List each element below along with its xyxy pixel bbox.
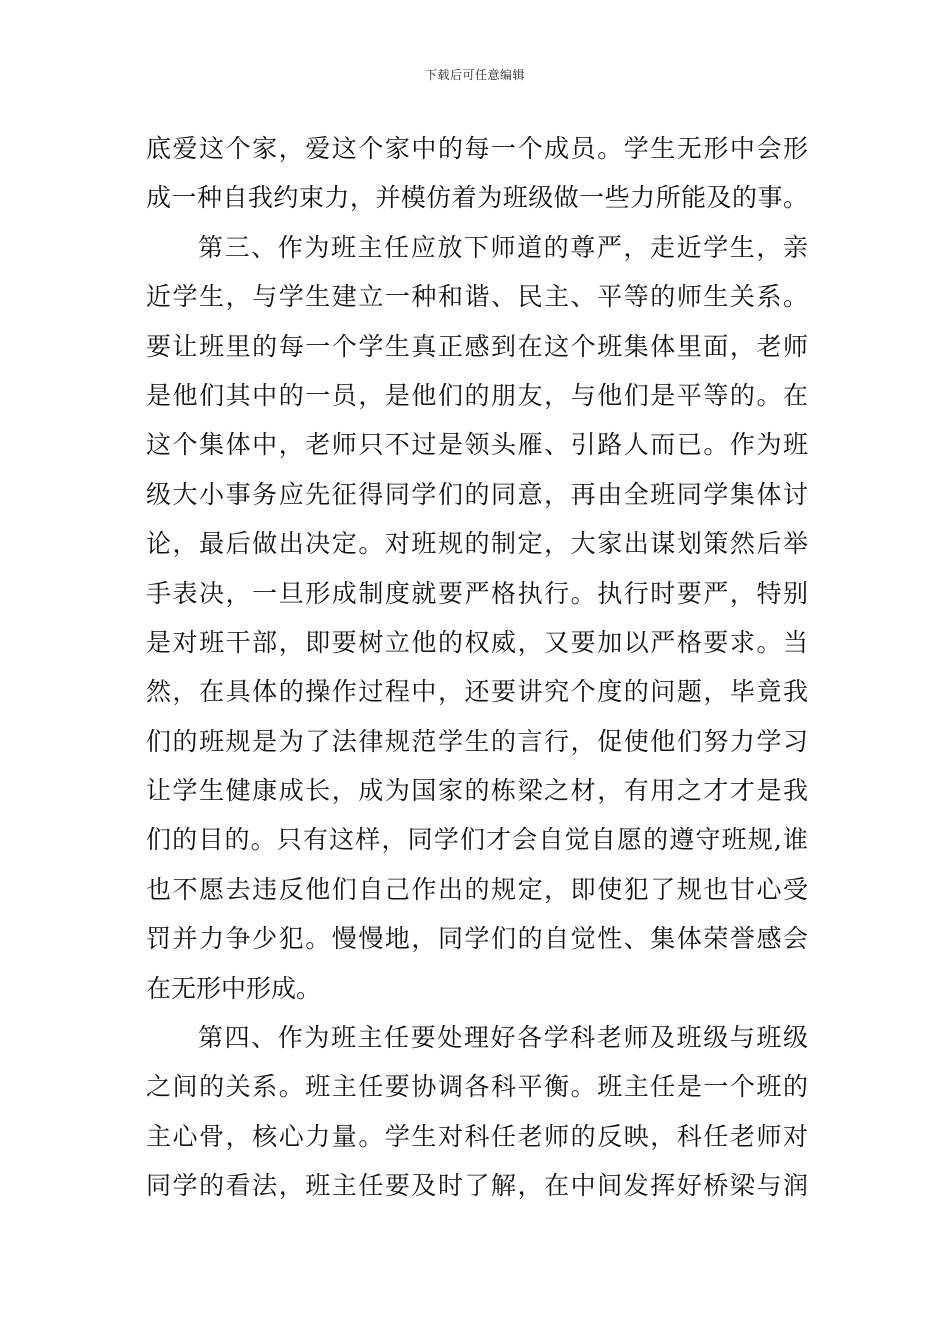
text-line: 级大小事务应先征得同学们的同意，再由全班同学集体讨 — [146, 479, 808, 509]
text-line: 然，在具体的操作过程中，还要讲究个度的问题，毕竟我 — [146, 677, 808, 707]
text-line: 底爱这个家，爱这个家中的每一个成员。学生无形中会形 — [146, 134, 808, 163]
document-body — [146, 124, 808, 1211]
text-line: 在无形中形成。 — [146, 973, 322, 1003]
text-line: 近学生，与学生建立一种和谐、民主、平等的师生关系。 — [146, 282, 808, 312]
text-line: 也不愿去违反他们自己作出的规定，即使犯了规也甘心受 — [146, 874, 808, 904]
text-line: 同学的看法，班主任要及时了解，在中间发挥好桥梁与润 — [146, 1171, 808, 1201]
text-line: 成一种自我约束力，并模仿着为班级做一些力所能及的事。 — [146, 183, 808, 213]
text-line: 是对班干部，即要树立他的权威，又要加以严格要求。当 — [146, 627, 808, 657]
text-line: 手表决，一旦形成制度就要严格执行。执行时要严，特别 — [146, 578, 808, 608]
text-line: 们的班规是为了法律规范学生的言行，促使他们努力学习 — [146, 726, 808, 756]
text-line: 要让班里的每一个学生真正感到在这个班集体里面，老师 — [146, 331, 808, 361]
text-line: 之间的关系。班主任要协调各科平衡。班主任是一个班的 — [146, 1072, 808, 1102]
text-line: 们的目的。只有这样，同学们才会自觉自愿的遵守班规,谁 — [146, 825, 808, 855]
text-line: 这个集体中，老师只不过是领头雁、引路人而已。作为班 — [146, 430, 808, 460]
paragraph-first-line: 第四、作为班主任要处理好各学科老师及班级与班级 — [198, 1023, 808, 1053]
text-line: 是他们其中的一员，是他们的朋友，与他们是平等的。在 — [146, 380, 808, 410]
paragraph-first-line: 第三、作为班主任应放下师道的尊严，走近学生，亲 — [198, 232, 808, 262]
text-line: 主心骨，核心力量。学生对科任老师的反映，科任老师对 — [146, 1121, 808, 1151]
text-line: 论，最后做出决定。对班规的制定，大家出谋划策然后举 — [146, 529, 808, 559]
text-line: 罚并力争少犯。慢慢地，同学们的自觉性、集体荣誉感会 — [146, 924, 808, 954]
page-header: 下载后可任意编辑 — [424, 68, 525, 82]
text-line: 让学生健康成长，成为国家的栋梁之材，有用之才才是我 — [146, 776, 808, 806]
